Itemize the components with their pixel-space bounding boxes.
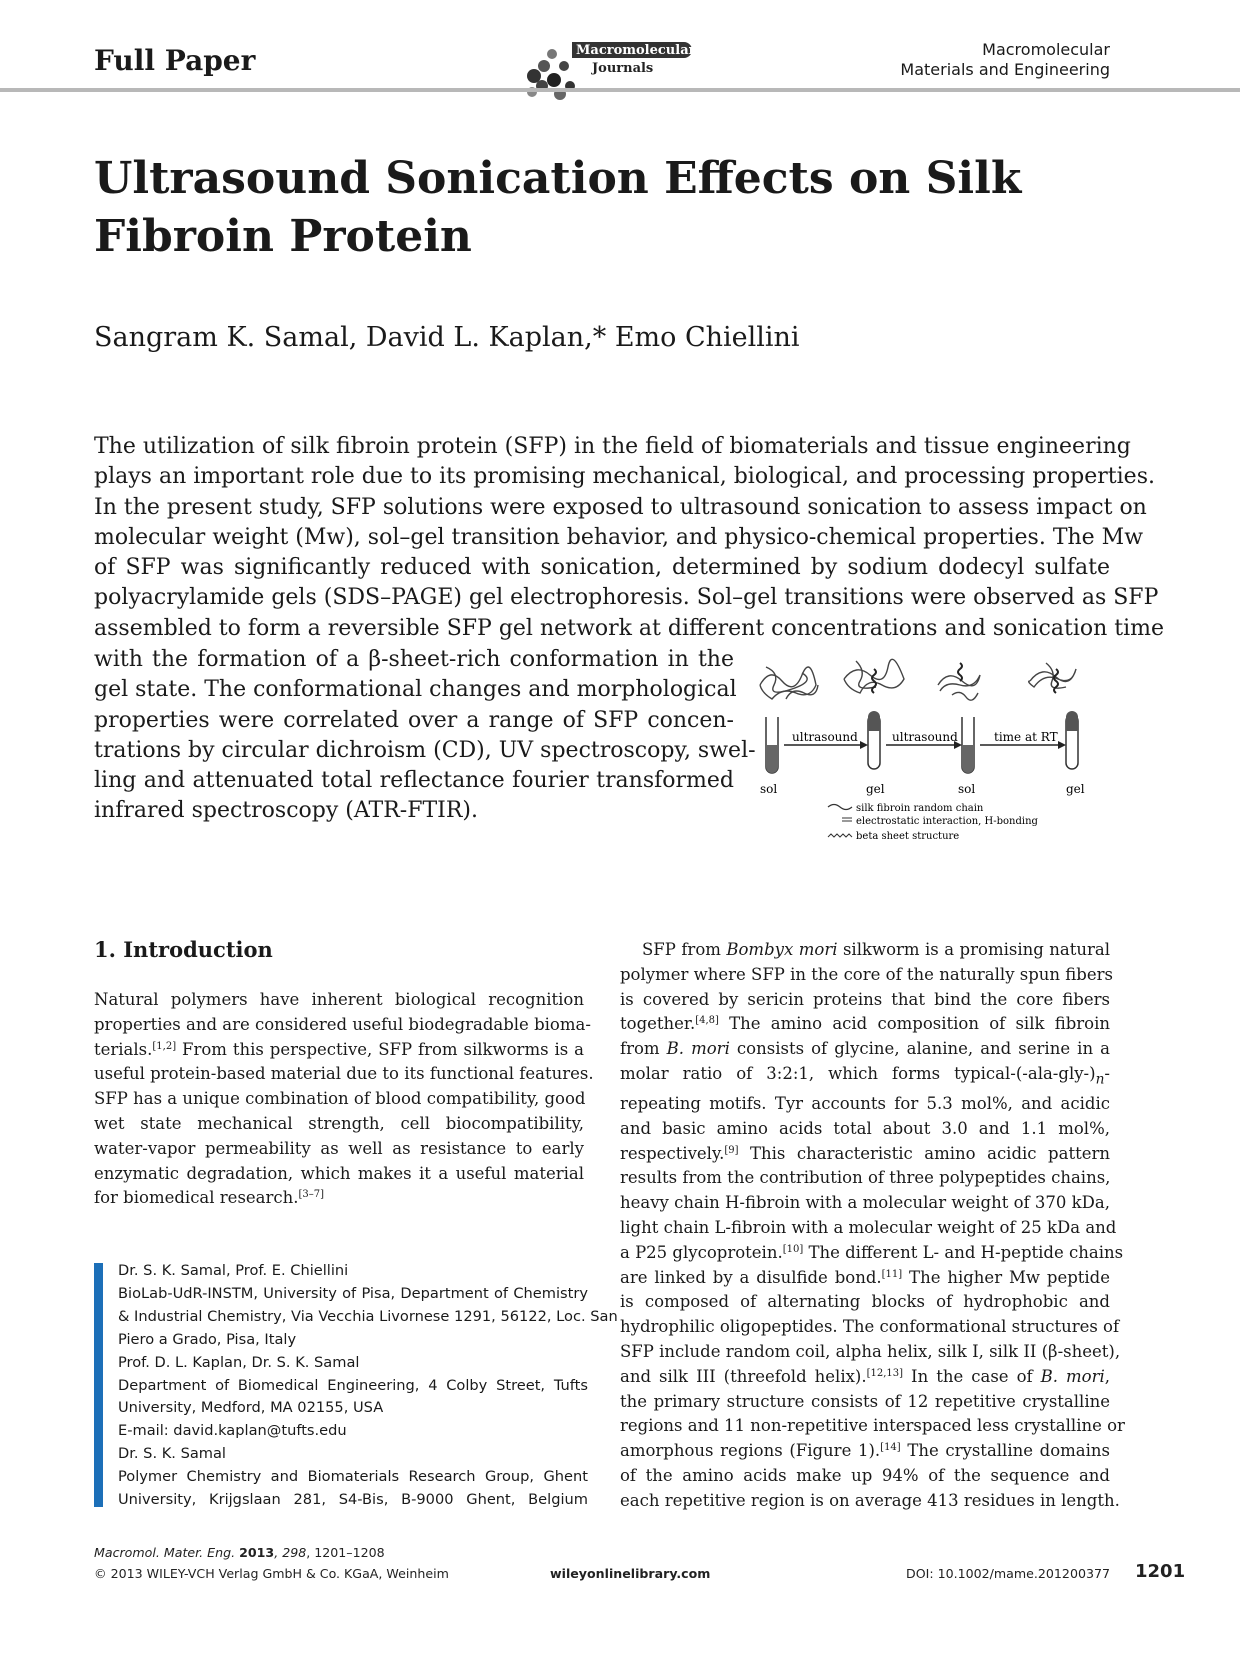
affiliation-line: BioLab-UdR-INSTM, University of Pisa, Department of Chemistry	[118, 1284, 588, 1302]
legend	[828, 803, 1039, 842]
text-line: heavy chain H-fibroin with a molecular weight of 370 kDa,	[620, 1193, 1110, 1213]
toc-figure	[756, 655, 1112, 845]
affiliation-line: University, Krijgslaan 281, S4-Bis, B-9000 Ghent, Belgium	[118, 1491, 588, 1509]
affiliation-line: Piero a Grado, Pisa, Italy	[118, 1330, 297, 1348]
journal-name-line2: Materials and Engineering	[900, 60, 1110, 79]
state-label: sol	[760, 782, 778, 796]
arrow-label-2: ultrasound	[892, 730, 958, 744]
text-line: from B. mori consists of glycine, alanine, and serine in a	[620, 1039, 1110, 1059]
citation: [3–7]	[298, 1189, 325, 1201]
affiliation-bar	[94, 1263, 103, 1507]
abstract-line: plays an important role due to its promising mechanical, biological, and processing properties.	[94, 464, 1155, 490]
chain-tangle-gel2	[1029, 663, 1076, 693]
journal-name	[900, 40, 1110, 80]
text-line: light chain L-fibroin with a molecular weight of 25 kDa and	[620, 1218, 1117, 1238]
page-number: 1201	[1135, 1561, 1186, 1582]
tube-gel2	[1066, 711, 1078, 769]
affiliation-line: Dr. S. K. Samal	[118, 1445, 226, 1463]
affiliation-line: Polymer Chemistry and Biomaterials Research Group, Ghent	[118, 1468, 588, 1486]
molecule-graphic	[527, 49, 575, 100]
abstract-line: polyacrylamide gels (SDS–PAGE) gel electrophoresis. Sol–gel transitions were observed as SFP	[94, 585, 1159, 611]
header-rule	[0, 88, 1240, 92]
journal-logo	[512, 36, 696, 108]
legend-interaction: electrostatic interaction, H-bonding	[856, 816, 1038, 827]
citation: [1,2]	[152, 1040, 177, 1052]
abstract-line: of SFP was significantly reduced with sonication, determined by sodium dodecyl sulfate	[94, 555, 1110, 581]
footer-site-link[interactable]: wileyonlinelibrary.com	[550, 1566, 711, 1581]
text-line: useful protein-based material due to its functional features.	[94, 1064, 594, 1084]
text-line: wet state mechanical strength, cell biocompatibility,	[94, 1113, 584, 1133]
affiliation-line: Dr. S. K. Samal, Prof. E. Chiellini	[118, 1262, 349, 1279]
text-line: and silk III (threefold helix).[12,13] In the case of B. mori,	[620, 1366, 1111, 1386]
legend-random-chain: silk fibroin random chain	[856, 803, 984, 814]
email-link[interactable]: E-mail: david.kaplan@tufts.edu	[118, 1422, 347, 1440]
text-line: each repetitive region is on average 413 residues in length.	[620, 1490, 1120, 1510]
intro-paragraph	[94, 988, 594, 1211]
text-line: hydrophilic oligopeptides. The conformational structures of	[620, 1317, 1120, 1337]
text-line: repeating motifs. Tyr accounts for 5.3 mol%, and acidic	[620, 1094, 1110, 1114]
text-line: SFP has a unique combination of blood compatibility, good	[94, 1089, 586, 1109]
text-line: the primary structure consists of 12 repetitive crystalline	[620, 1391, 1110, 1411]
title-line2: Fibroin Protein	[94, 211, 472, 262]
affiliation-line: & Industrial Chemistry, Via Vecchia Livornese 1291, 56122, Loc. San	[118, 1307, 618, 1325]
text-line: polymer where SFP in the core of the naturally spun fibers	[620, 964, 1113, 984]
text-line: is composed of alternating blocks of hydrophobic and	[620, 1292, 1110, 1312]
abstract-line: ling and attenuated total reflectance fourier transformed	[94, 768, 734, 794]
intro-heading: 1. Introduction	[94, 937, 273, 962]
abstract-line: assembled to form a reversible SFP gel network at different concentrations and sonication time	[94, 615, 1165, 641]
text-line: regions and 11 non-repetitive interspaced less crystalline or	[620, 1416, 1125, 1436]
affiliations	[118, 1260, 618, 1512]
logo-text-top: Macromolecular	[576, 43, 696, 58]
text-line: amorphous regions (Figure 1).[14] The crystalline domains	[620, 1441, 1110, 1461]
text-line: of the amino acids make up 94% of the sequence and	[620, 1466, 1110, 1486]
body-column-right	[620, 938, 1125, 1514]
journal-name-line1: Macromolecular	[982, 40, 1110, 59]
text-line: terials.[1,2] From this perspective, SFP from silkworms is a	[94, 1039, 584, 1059]
abstract-line: molecular weight (Mw), sol–gel transition behavior, and physico-chemical properties. The Mw	[94, 524, 1144, 550]
citation: [14]	[880, 1442, 901, 1454]
abstract-line: infrared spectroscopy (ATR-FTIR).	[94, 798, 478, 824]
text-line: Natural polymers have inherent biological recognition	[94, 990, 584, 1009]
text-line: and basic amino acids total about 3.0 and 1.1 mol%,	[620, 1118, 1110, 1138]
state-label: gel	[866, 782, 885, 796]
arrow-label-1: ultrasound	[792, 730, 858, 744]
citation: [11]	[881, 1268, 903, 1280]
text-line: together.[4,8] The amino acid composition of silk fibroin	[620, 1014, 1110, 1034]
footer-citation: Macromol. Mater. Eng. 2013, 298, 1201–1208	[94, 1545, 385, 1560]
citation: [9]	[724, 1144, 739, 1156]
footer-doi[interactable]: DOI: 10.1002/mame.201200377	[906, 1566, 1111, 1581]
citation: [4,8]	[695, 1015, 719, 1027]
text-line: results from the contribution of three polypeptides chains,	[620, 1168, 1111, 1188]
abstract-line: The utilization of silk fibroin protein (SFP) in the field of biomaterials and tissue engineering	[94, 434, 1131, 459]
tube-gel	[868, 711, 880, 769]
authors: Sangram K. Samal, David L. Kaplan,* Emo Chiellini	[94, 322, 800, 353]
tube-sol	[766, 717, 778, 773]
abstract	[94, 432, 1165, 644]
text-line: water-vapor permeability as well as resistance to early	[94, 1138, 584, 1158]
citation: [10]	[782, 1243, 804, 1255]
abstract-line: In the present study, SFP solutions were exposed to ultrasound sonication to assess impact on	[94, 494, 1147, 520]
state-label: gel	[1066, 782, 1085, 796]
legend-beta-sheet: beta sheet structure	[856, 831, 960, 842]
affiliation-line: Department of Biomedical Engineering, 4 Colby Street, Tufts	[118, 1376, 588, 1394]
chain-tangle-sol	[760, 667, 818, 699]
text-line: are linked by a disulfide bond.[11] The higher Mw peptide	[620, 1267, 1111, 1287]
abstract-line: gel state. The conformational changes and morphological	[94, 677, 737, 703]
text-line: a P25 glycoprotein.[10] The different L- and H-peptide chains	[620, 1242, 1124, 1262]
text-line: molar ratio of 3:2:1, which forms typical-$(-ala-gly-)_n-$	[620, 1063, 1110, 1088]
tube-sol2	[962, 717, 974, 773]
arrow-label-3: time at RT	[994, 730, 1058, 744]
state-label: sol	[958, 782, 976, 796]
section-label: Full Paper	[94, 44, 256, 77]
text-line: for biomedical research.[3–7]	[94, 1188, 325, 1208]
affiliation-line: Prof. D. L. Kaplan, Dr. S. K. Samal	[118, 1353, 360, 1371]
article-title	[94, 150, 1094, 266]
text-line: enzymatic degradation, which makes it a useful material	[94, 1163, 584, 1183]
citation: [12,13]	[866, 1367, 904, 1379]
affiliation-line: University, Medford, MA 02155, USA	[118, 1399, 384, 1417]
title-line1: Ultrasound Sonication Effects on Silk	[94, 153, 1022, 204]
logo-text-bottom: Journals	[592, 61, 654, 76]
text-line: is covered by sericin proteins that bind the core fibers	[620, 989, 1110, 1009]
abstract-line: properties were correlated over a range of SFP concen-	[94, 707, 734, 733]
abstract-continued	[94, 645, 756, 827]
chain-tangle-sol2	[938, 663, 980, 700]
abstract-line: trations by circular dichroism (CD), UV spectroscopy, swel-	[94, 737, 756, 763]
chain-tangle-gel	[844, 659, 904, 693]
text-line: respectively.[9] This characteristic amino acidic pattern	[620, 1143, 1110, 1163]
text-line: properties and are considered useful biodegradable bioma-	[94, 1014, 591, 1034]
text-line: SFP include random coil, alpha helix, silk I, silk II (β-sheet),	[620, 1342, 1121, 1362]
footer-copyright: © 2013 WILEY-VCH Verlag GmbH & Co. KGaA, Weinheim	[94, 1566, 449, 1581]
text-line: SFP from Bombyx mori silkworm is a promising natural	[642, 940, 1110, 959]
abstract-line: with the formation of a β-sheet-rich conformation in the	[94, 647, 734, 672]
